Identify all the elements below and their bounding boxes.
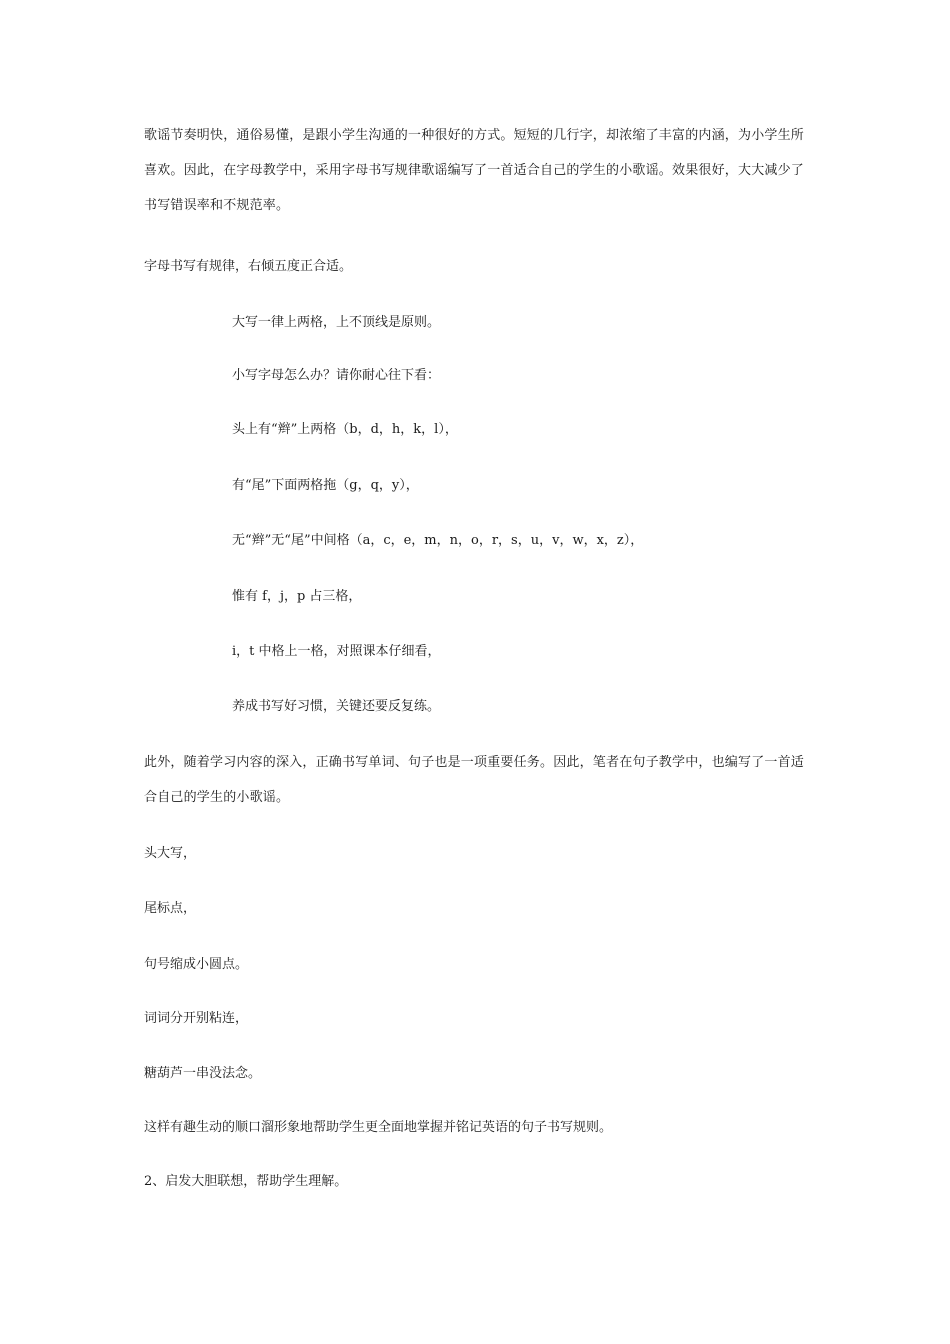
letter-song-line-3: 头上有“辫”上两格（b，d，h，k，l），: [232, 422, 458, 437]
letter-song-line-6: 惟有 f，j，p 占三格，: [232, 589, 362, 604]
letter-song-line-4: 有“尾”下面两格拖（g，q，y），: [232, 478, 419, 493]
letter-song-line-1: 大写一律上两格，上不顶线是原则。: [232, 315, 441, 330]
letters-rule-title: 字母书写有规律，右倾五度正合适。: [144, 259, 353, 274]
intro-paragraph: 歌谣节奏明快，通俗易懂，是跟小学生沟通的一种很好的方式。短短的几行字，却浓缩了丰富的内涵，为小学生所喜欢。因此，在字母教学中，采用字母书写规律歌谣编写了一首适合自己的学生的小歌谣。效果很好，大大减少了书写错误率和不规范率。: [144, 128, 805, 213]
letter-song-line-5: 无“辫”无“尾”中间格（a，c，e，m，n，o，r，s，u，v，w，x，z），: [232, 533, 644, 548]
sentence-song-line-4: 词词分开别粘连，: [144, 1011, 249, 1026]
sentence-song-line-3: 句号缩成小圆点。: [144, 957, 249, 972]
section-heading: 2、启发大胆联想，帮助学生理解。: [144, 1174, 348, 1189]
conclusion-paragraph: 这样有趣生动的顺口溜形象地帮助学生更全面地掌握并铭记英语的句子书写规则。: [144, 1120, 613, 1135]
letter-song-line-7: i，t 中格上一格，对照课本仔细看，: [232, 644, 441, 659]
letter-song-line-2: 小写字母怎么办？请你耐心往下看：: [232, 368, 441, 383]
letter-song-line-8: 养成书写好习惯，关键还要反复练。: [232, 699, 441, 714]
sentence-song-line-1: 头大写，: [144, 846, 197, 861]
sentence-song-line-5: 糖葫芦一串没法念。: [144, 1066, 262, 1081]
sentence-song-line-2: 尾标点，: [144, 901, 197, 916]
sentence-intro-paragraph: 此外，随着学习内容的深入，正确书写单词、句子也是一项重要任务。因此，笔者在句子教学中，也编写了一首适合自己的学生的小歌谣。: [144, 755, 805, 805]
